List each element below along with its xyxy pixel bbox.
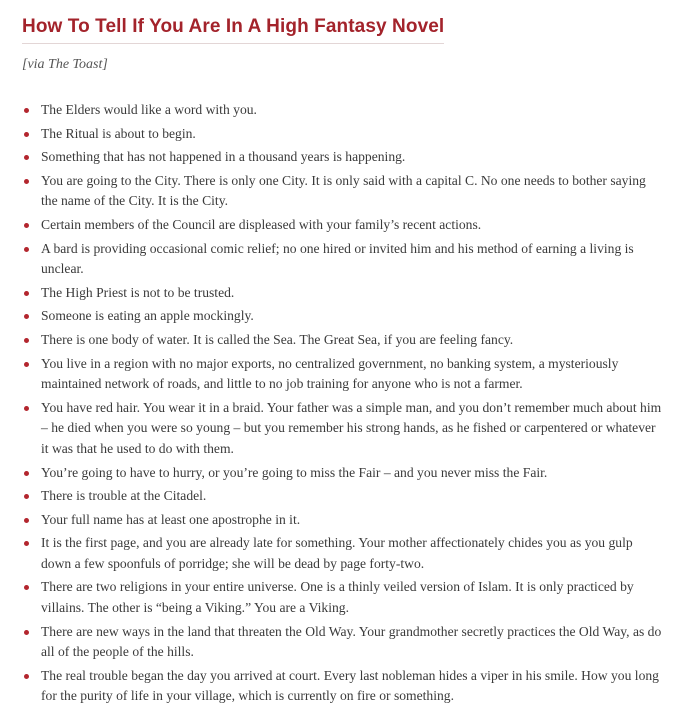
list-item-text: Something that has not happened in a thousand years is happening. bbox=[41, 149, 406, 165]
bullet-icon bbox=[24, 406, 29, 411]
list-item bbox=[22, 486, 662, 507]
bullet-icon bbox=[24, 132, 29, 137]
bullet-icon bbox=[24, 630, 29, 635]
list-item bbox=[22, 622, 662, 663]
list-item bbox=[22, 666, 662, 707]
bullet-icon bbox=[24, 518, 29, 523]
bullet-icon bbox=[24, 494, 29, 499]
article bbox=[22, 14, 662, 710]
list-item-text: The real trouble began the day you arrived at court. Every last nobleman hides a viper in his smile. How you long for the purity of life in your village, which is currently on fire or something. bbox=[41, 667, 659, 704]
list-item-text: There is one body of water. It is called the Sea. The Great Sea, if you are feeling fancy. bbox=[41, 331, 514, 347]
list-item bbox=[22, 354, 662, 395]
list-item-text: You live in a region with no major exports, no centralized government, no banking system, a mysteriously maintained network of roads, and little to no job training for anyone who is not a farmer. bbox=[41, 355, 619, 392]
list-item-text: Your full name has at least one apostrophe in it. bbox=[41, 511, 301, 527]
bullet-icon bbox=[24, 155, 29, 160]
list-item bbox=[22, 171, 662, 212]
bullet-icon bbox=[24, 585, 29, 590]
list-item bbox=[22, 147, 662, 168]
list-item bbox=[22, 215, 662, 236]
list-item bbox=[22, 577, 662, 618]
bullet-icon bbox=[24, 247, 29, 252]
bullet-icon bbox=[24, 362, 29, 367]
bullet-icon bbox=[24, 338, 29, 343]
list-item-text: You have red hair. You wear it in a braid. Your father was a simple man, and you don’t remember much about him – he died when you were so young – but you remember his strong hands, as he fished or carpentered or whatever it was that he used to do with them. bbox=[41, 399, 662, 456]
bullet-icon bbox=[24, 291, 29, 296]
bullet-icon bbox=[24, 314, 29, 319]
list-item bbox=[22, 124, 662, 145]
list-item bbox=[22, 239, 662, 280]
list-item-text: The High Priest is not to be trusted. bbox=[41, 284, 235, 300]
bullet-icon bbox=[24, 674, 29, 679]
list-item-text: A bard is providing occasional comic relief; no one hired or invited him and his method of earning a living is unclear. bbox=[41, 240, 634, 277]
list-item-text: It is the first page, and you are already late for something. Your mother affectionately chides you as you gulp down a few spoonfuls of porridge; she will be dead by page forty-two. bbox=[41, 535, 633, 571]
article-source: [via The Toast] bbox=[22, 57, 108, 72]
list-item bbox=[22, 398, 662, 460]
list-item-text: Someone is eating an apple mockingly. bbox=[41, 308, 254, 324]
bullet-icon bbox=[24, 108, 29, 113]
bullet-icon bbox=[24, 223, 29, 228]
list-item-text: There are new ways in the land that threaten the Old Way. Your grandmother secretly practices the Old Way, as do all of the people of the hills. bbox=[41, 623, 662, 660]
list-item bbox=[22, 510, 662, 531]
article-title: How To Tell If You Are In A High Fantasy Novel bbox=[22, 14, 444, 44]
list-item bbox=[22, 100, 662, 121]
list-item-text: You’re going to have to hurry, or you’re going to miss the Fair – and you never miss the Fair. bbox=[41, 464, 548, 480]
list-item bbox=[22, 463, 662, 484]
bullet-icon bbox=[24, 179, 29, 184]
list-item-text: There is trouble at the Citadel. bbox=[41, 488, 207, 504]
list-item-text: Certain members of the Council are displeased with your family’s recent actions. bbox=[41, 216, 482, 232]
list-item bbox=[22, 330, 662, 351]
bullet-icon bbox=[24, 541, 29, 546]
list-item bbox=[22, 533, 662, 574]
list-item-text: The Elders would like a word with you. bbox=[41, 102, 257, 117]
list-item bbox=[22, 283, 662, 304]
list-item-text: There are two religions in your entire universe. One is a thinly veiled version of Islam. It is only practiced by villains. The other is “being a Viking.” You are a Viking. bbox=[41, 579, 634, 616]
bullet-icon bbox=[24, 471, 29, 476]
list-item-text: You are going to the City. There is only one City. It is only said with a capital C. No one needs to bother saying the name of the City. It is the City. bbox=[41, 172, 646, 209]
list-item-text: The Ritual is about to begin. bbox=[41, 125, 196, 141]
list-item bbox=[22, 306, 662, 327]
bullet-list bbox=[22, 100, 662, 707]
